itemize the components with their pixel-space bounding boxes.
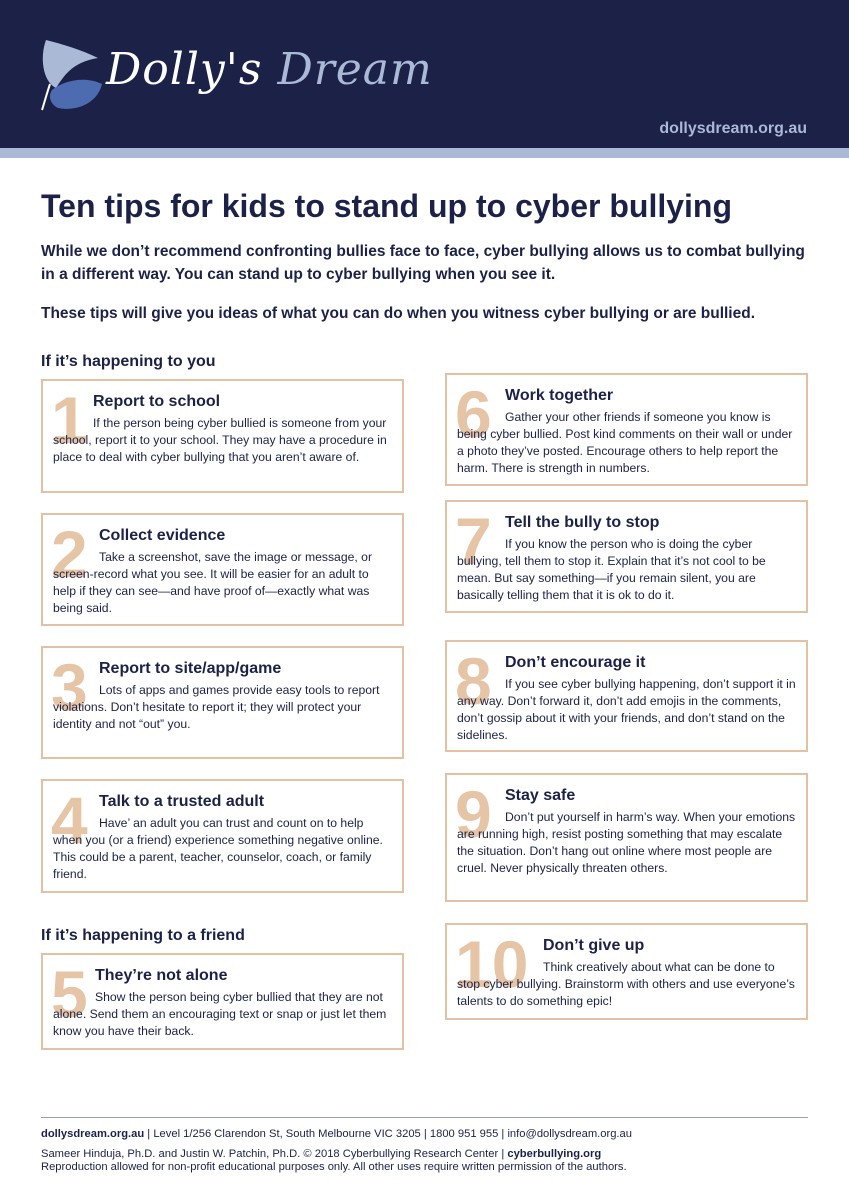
logo-part-dream: Dream — [277, 44, 433, 95]
footer-divider — [41, 1117, 808, 1118]
tip-card-5 — [41, 953, 404, 1050]
footer-credit-link[interactable]: cyberbullying.org — [507, 1148, 602, 1160]
tip-card-9 — [445, 773, 808, 902]
intro-paragraph-2: These tips will give you ideas of what you can do when you witness cyber bullying or are bullied. — [41, 305, 756, 322]
tip-title: Report to site/app/game — [99, 660, 282, 677]
tip-number: 7 — [455, 504, 492, 578]
tip-card-6 — [445, 373, 808, 486]
logo[interactable] — [38, 36, 458, 116]
tip-title: Report to school — [93, 393, 221, 410]
tip-card-8 — [445, 640, 808, 752]
tip-body: Think creatively about what can be done to stop cyber bullying. Brainstorm with others and use everyone’s talents to do something epic! — [457, 960, 795, 1008]
tip-title: They’re not alone — [95, 967, 228, 984]
footer-site-link[interactable]: dollysdream.org.au — [41, 1128, 145, 1140]
page-title: Ten tips for kids to stand up to cyber bullying — [41, 188, 732, 224]
tip-number: 6 — [455, 377, 492, 451]
tip-title: Don’t give up — [543, 937, 645, 954]
tip-number: 4 — [51, 783, 88, 857]
tip-body: Don’t put yourself in harm’s way. When your emotions are running high, resist posting something that may escalate the situation. Don’t hang out online where most people are cruel. Never physically threaten others. — [457, 810, 796, 875]
footer-credit — [41, 1148, 601, 1160]
tip-number: 9 — [455, 777, 492, 851]
tip-body: If the person being cyber bullied is someone from your school, report it to your school. They may have a procedure in place to deal with cyber bullying that you aren’t aware of. — [53, 416, 387, 464]
section-heading-friend: If it’s happening to a friend — [41, 927, 245, 944]
butterfly-icon — [38, 36, 108, 116]
logo-wordmark — [106, 44, 433, 95]
tip-body: Lots of apps and games provide easy tools to report violations. Don’t hesitate to report it; they will protect your identity and not “out” you. — [53, 683, 380, 731]
header-banner — [0, 0, 849, 148]
tip-title: Collect evidence — [99, 527, 226, 544]
tip-number: 8 — [455, 644, 492, 718]
tip-body: If you see cyber bullying happening, don’t support it in any way. Don’t forward it, don’t add emojis in the comments, don’t gossip about it with your friends, and don’t stand on the sidelines. — [457, 677, 796, 742]
section-heading-you: If it’s happening to you — [41, 353, 216, 370]
tip-body: If you know the person who is doing the cyber bullying, tell them to stop it. Explain that it’s not cool to be mean. But say something—if you remain silent, you are basically telling them that it is ok to do it. — [457, 537, 766, 602]
footer-contact — [41, 1128, 632, 1140]
tip-card-4 — [41, 779, 404, 893]
tip-body: Show the person being cyber bullied that they are not alone. Send them an encouraging text or snap or just let them know you have their back. — [53, 990, 387, 1038]
tip-body: Have’ an adult you can trust and count on to help when you (or a friend) experience something negative online. This could be a parent, teacher, counselor, coach, or family friend. — [53, 816, 383, 881]
header-stripe — [0, 148, 849, 158]
footer-reproduction: Reproduction allowed for non-profit educational purposes only. All other uses require written permission of the authors. — [41, 1161, 627, 1173]
tip-card-7 — [445, 500, 808, 613]
tip-card-10 — [445, 923, 808, 1020]
tip-card-3 — [41, 646, 404, 759]
footer-address: | Level 1/256 Clarendon St, South Melbourne VIC 3205 | 1800 951 955 | info@dollysdream.org.au — [144, 1128, 632, 1140]
tip-card-1 — [41, 379, 404, 493]
tip-body: Gather your other friends if someone you know is being cyber bullied. Post kind comments on their wall or under a photo they’ve posted. Encourage others to help report the harm. There is strength in numbers. — [457, 410, 793, 475]
tip-title: Don’t encourage it — [505, 654, 646, 671]
tip-number: 5 — [51, 957, 88, 1031]
tip-title: Talk to a trusted adult — [99, 793, 265, 810]
logo-part-dollys: Dolly's — [106, 44, 263, 95]
tip-number: 3 — [51, 650, 88, 724]
header-site-link[interactable]: dollysdream.org.au — [659, 120, 807, 137]
tip-title: Work together — [505, 387, 614, 404]
tip-body: Take a screenshot, save the image or message, or screen-record what you see. It will be easier for an adult to help if they can see—and have proof of—exactly what was being said. — [53, 550, 373, 615]
intro-paragraph-1: While we don’t recommend confronting bullies face to face, cyber bullying allows us to combat bullying in a different way. You can stand up to cyber bullying when you see it. — [41, 243, 805, 283]
tip-number: 1 — [51, 383, 88, 457]
tip-card-2 — [41, 513, 404, 626]
tip-number: 10 — [455, 927, 529, 1001]
tip-title: Stay safe — [505, 787, 576, 804]
footer-credit-text: Sameer Hinduja, Ph.D. and Justin W. Patchin, Ph.D. © 2018 Cyberbullying Research Center | — [41, 1148, 508, 1160]
tip-title: Tell the bully to stop — [505, 514, 660, 531]
tip-number: 2 — [51, 517, 88, 591]
